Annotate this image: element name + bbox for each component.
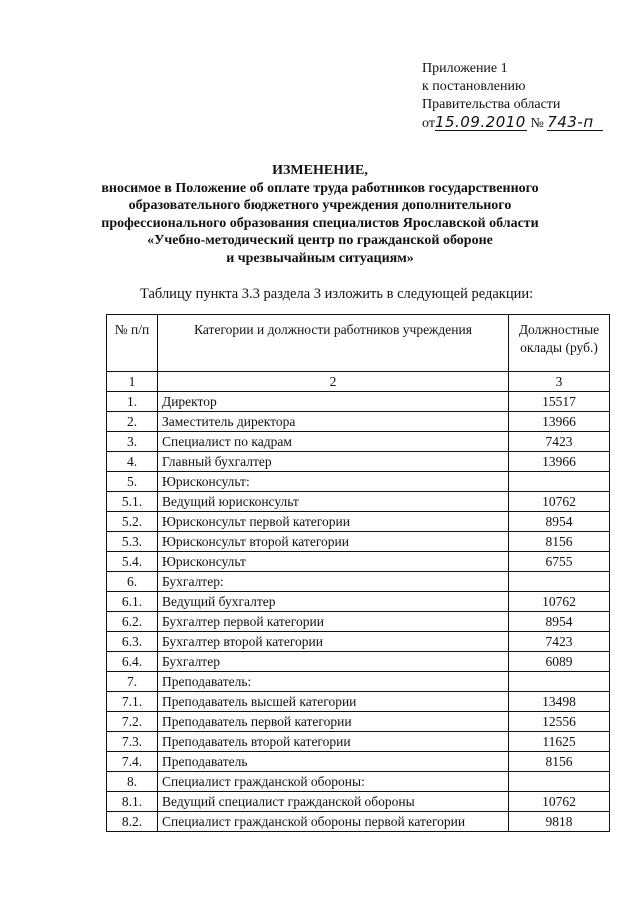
row-position: Бухгалтер первой категории	[158, 612, 509, 632]
row-salary: 13498	[509, 692, 610, 712]
annex-date-line	[422, 114, 603, 133]
row-number: 8.1.	[107, 792, 158, 812]
row-salary	[509, 572, 610, 592]
row-number: 6.1.	[107, 592, 158, 612]
table-row	[107, 792, 610, 812]
row-number: 5.3.	[107, 532, 158, 552]
title-line-4: «Учебно-методический центр по гражданской обороне	[147, 233, 493, 248]
row-salary	[509, 772, 610, 792]
table-row	[107, 432, 610, 452]
salary-table	[106, 314, 610, 832]
row-position: Бухгалтер	[158, 652, 509, 672]
row-salary: 8954	[509, 612, 610, 632]
column-number-row	[107, 372, 610, 392]
row-number: 8.	[107, 772, 158, 792]
row-position: Ведущий юрисконсульт	[158, 492, 509, 512]
row-salary: 8156	[509, 752, 610, 772]
table-row	[107, 812, 610, 832]
row-number: 5.4.	[107, 552, 158, 572]
table-row	[107, 392, 610, 412]
row-number: 7.2.	[107, 712, 158, 732]
header-number: № п/п	[107, 315, 158, 372]
column-number: 1	[107, 372, 158, 392]
row-salary: 7423	[509, 632, 610, 652]
row-position: Главный бухгалтер	[158, 452, 509, 472]
row-position: Специалист гражданской обороны:	[158, 772, 509, 792]
row-number: 5.	[107, 472, 158, 492]
row-number: 6.3.	[107, 632, 158, 652]
table-header-row	[107, 315, 610, 372]
row-number: 8.2.	[107, 812, 158, 832]
row-number: 2.	[107, 412, 158, 432]
row-position: Специалист по кадрам	[158, 432, 509, 452]
table-row	[107, 772, 610, 792]
table-row	[107, 712, 610, 732]
table-body	[107, 392, 610, 832]
row-number: 7.1.	[107, 692, 158, 712]
row-salary: 9818	[509, 812, 610, 832]
table-row	[107, 672, 610, 692]
row-salary: 7423	[509, 432, 610, 452]
row-salary: 12556	[509, 712, 610, 732]
row-salary: 8156	[509, 532, 610, 552]
row-salary	[509, 472, 610, 492]
date-prefix: от	[422, 116, 435, 131]
table-row	[107, 632, 610, 652]
row-salary: 13966	[509, 412, 610, 432]
title-line-3: профессионального образования специалистов Ярославской области	[101, 215, 539, 231]
row-number: 6.	[107, 572, 158, 592]
row-position: Ведущий специалист гражданской обороны	[158, 792, 509, 812]
header-salary: Должностные оклады (руб.)	[509, 315, 610, 372]
title-line-1: вносимое в Положение об оплате труда работников государственного	[101, 180, 539, 196]
row-position: Директор	[158, 392, 509, 412]
row-number: 4.	[107, 452, 158, 472]
row-position: Юрисконсульт первой категории	[158, 512, 509, 532]
row-number: 7.3.	[107, 732, 158, 752]
row-number: 6.2.	[107, 612, 158, 632]
title-line-5: и чрезвычайным ситуациям»	[226, 250, 414, 266]
table-row	[107, 532, 610, 552]
row-number: 5.2.	[107, 512, 158, 532]
table-row	[107, 732, 610, 752]
table-row	[107, 592, 610, 612]
handwritten-number: 743-п	[547, 114, 603, 131]
row-position: Преподаватель	[158, 752, 509, 772]
row-salary: 11625	[509, 732, 610, 752]
row-position: Ведущий бухгалтер	[158, 592, 509, 612]
row-number: 3.	[107, 432, 158, 452]
annex-line-3: Правительства области	[422, 97, 561, 112]
row-position: Бухгалтер второй категории	[158, 632, 509, 652]
row-salary: 10762	[509, 592, 610, 612]
row-number: 7.4.	[107, 752, 158, 772]
row-position: Преподаватель второй категории	[158, 732, 509, 752]
row-number: 7.	[107, 672, 158, 692]
document-title	[100, 162, 540, 267]
row-number: 6.4.	[107, 652, 158, 672]
row-salary: 6755	[509, 552, 610, 572]
table-row	[107, 472, 610, 492]
row-position: Преподаватель высшей категории	[158, 692, 509, 712]
row-position: Специалист гражданской обороны первой категории	[158, 812, 509, 832]
table-row	[107, 492, 610, 512]
title-heading: ИЗМЕНЕНИЕ,	[272, 163, 368, 178]
table-row	[107, 572, 610, 592]
row-salary	[509, 672, 610, 692]
annex-block	[422, 60, 603, 133]
row-salary: 10762	[509, 492, 610, 512]
row-salary: 8954	[509, 512, 610, 532]
row-position: Бухгалтер:	[158, 572, 509, 592]
row-position: Юрисконсульт	[158, 552, 509, 572]
row-number: 5.1.	[107, 492, 158, 512]
row-salary: 10762	[509, 792, 610, 812]
row-salary: 13966	[509, 452, 610, 472]
handwritten-date: 15.09.2010	[434, 113, 526, 131]
row-position: Преподаватель первой категории	[158, 712, 509, 732]
row-salary: 15517	[509, 392, 610, 412]
annex-line-1: Приложение 1	[422, 61, 508, 76]
table-row	[107, 752, 610, 772]
row-number: 1.	[107, 392, 158, 412]
annex-line-2: к постановлению	[422, 79, 526, 94]
row-salary: 6089	[509, 652, 610, 672]
instruction-text: Таблицу пункта 3.3 раздела 3 изложить в следующей редакции:	[140, 286, 534, 302]
number-prefix: №	[530, 116, 544, 131]
table-row	[107, 692, 610, 712]
table-row	[107, 552, 610, 572]
table-row	[107, 512, 610, 532]
column-number: 3	[509, 372, 610, 392]
row-position: Заместитель директора	[158, 412, 509, 432]
table-row	[107, 412, 610, 432]
row-position: Юрисконсульт второй категории	[158, 532, 509, 552]
title-line-2: образовательного бюджетного учреждения дополнительного	[128, 198, 512, 213]
column-number: 2	[158, 372, 509, 392]
header-position: Категории и должности работников учреждения	[158, 315, 509, 372]
table-row	[107, 652, 610, 672]
table-row	[107, 612, 610, 632]
table-row	[107, 452, 610, 472]
row-position: Преподаватель:	[158, 672, 509, 692]
row-position: Юрисконсульт:	[158, 472, 509, 492]
